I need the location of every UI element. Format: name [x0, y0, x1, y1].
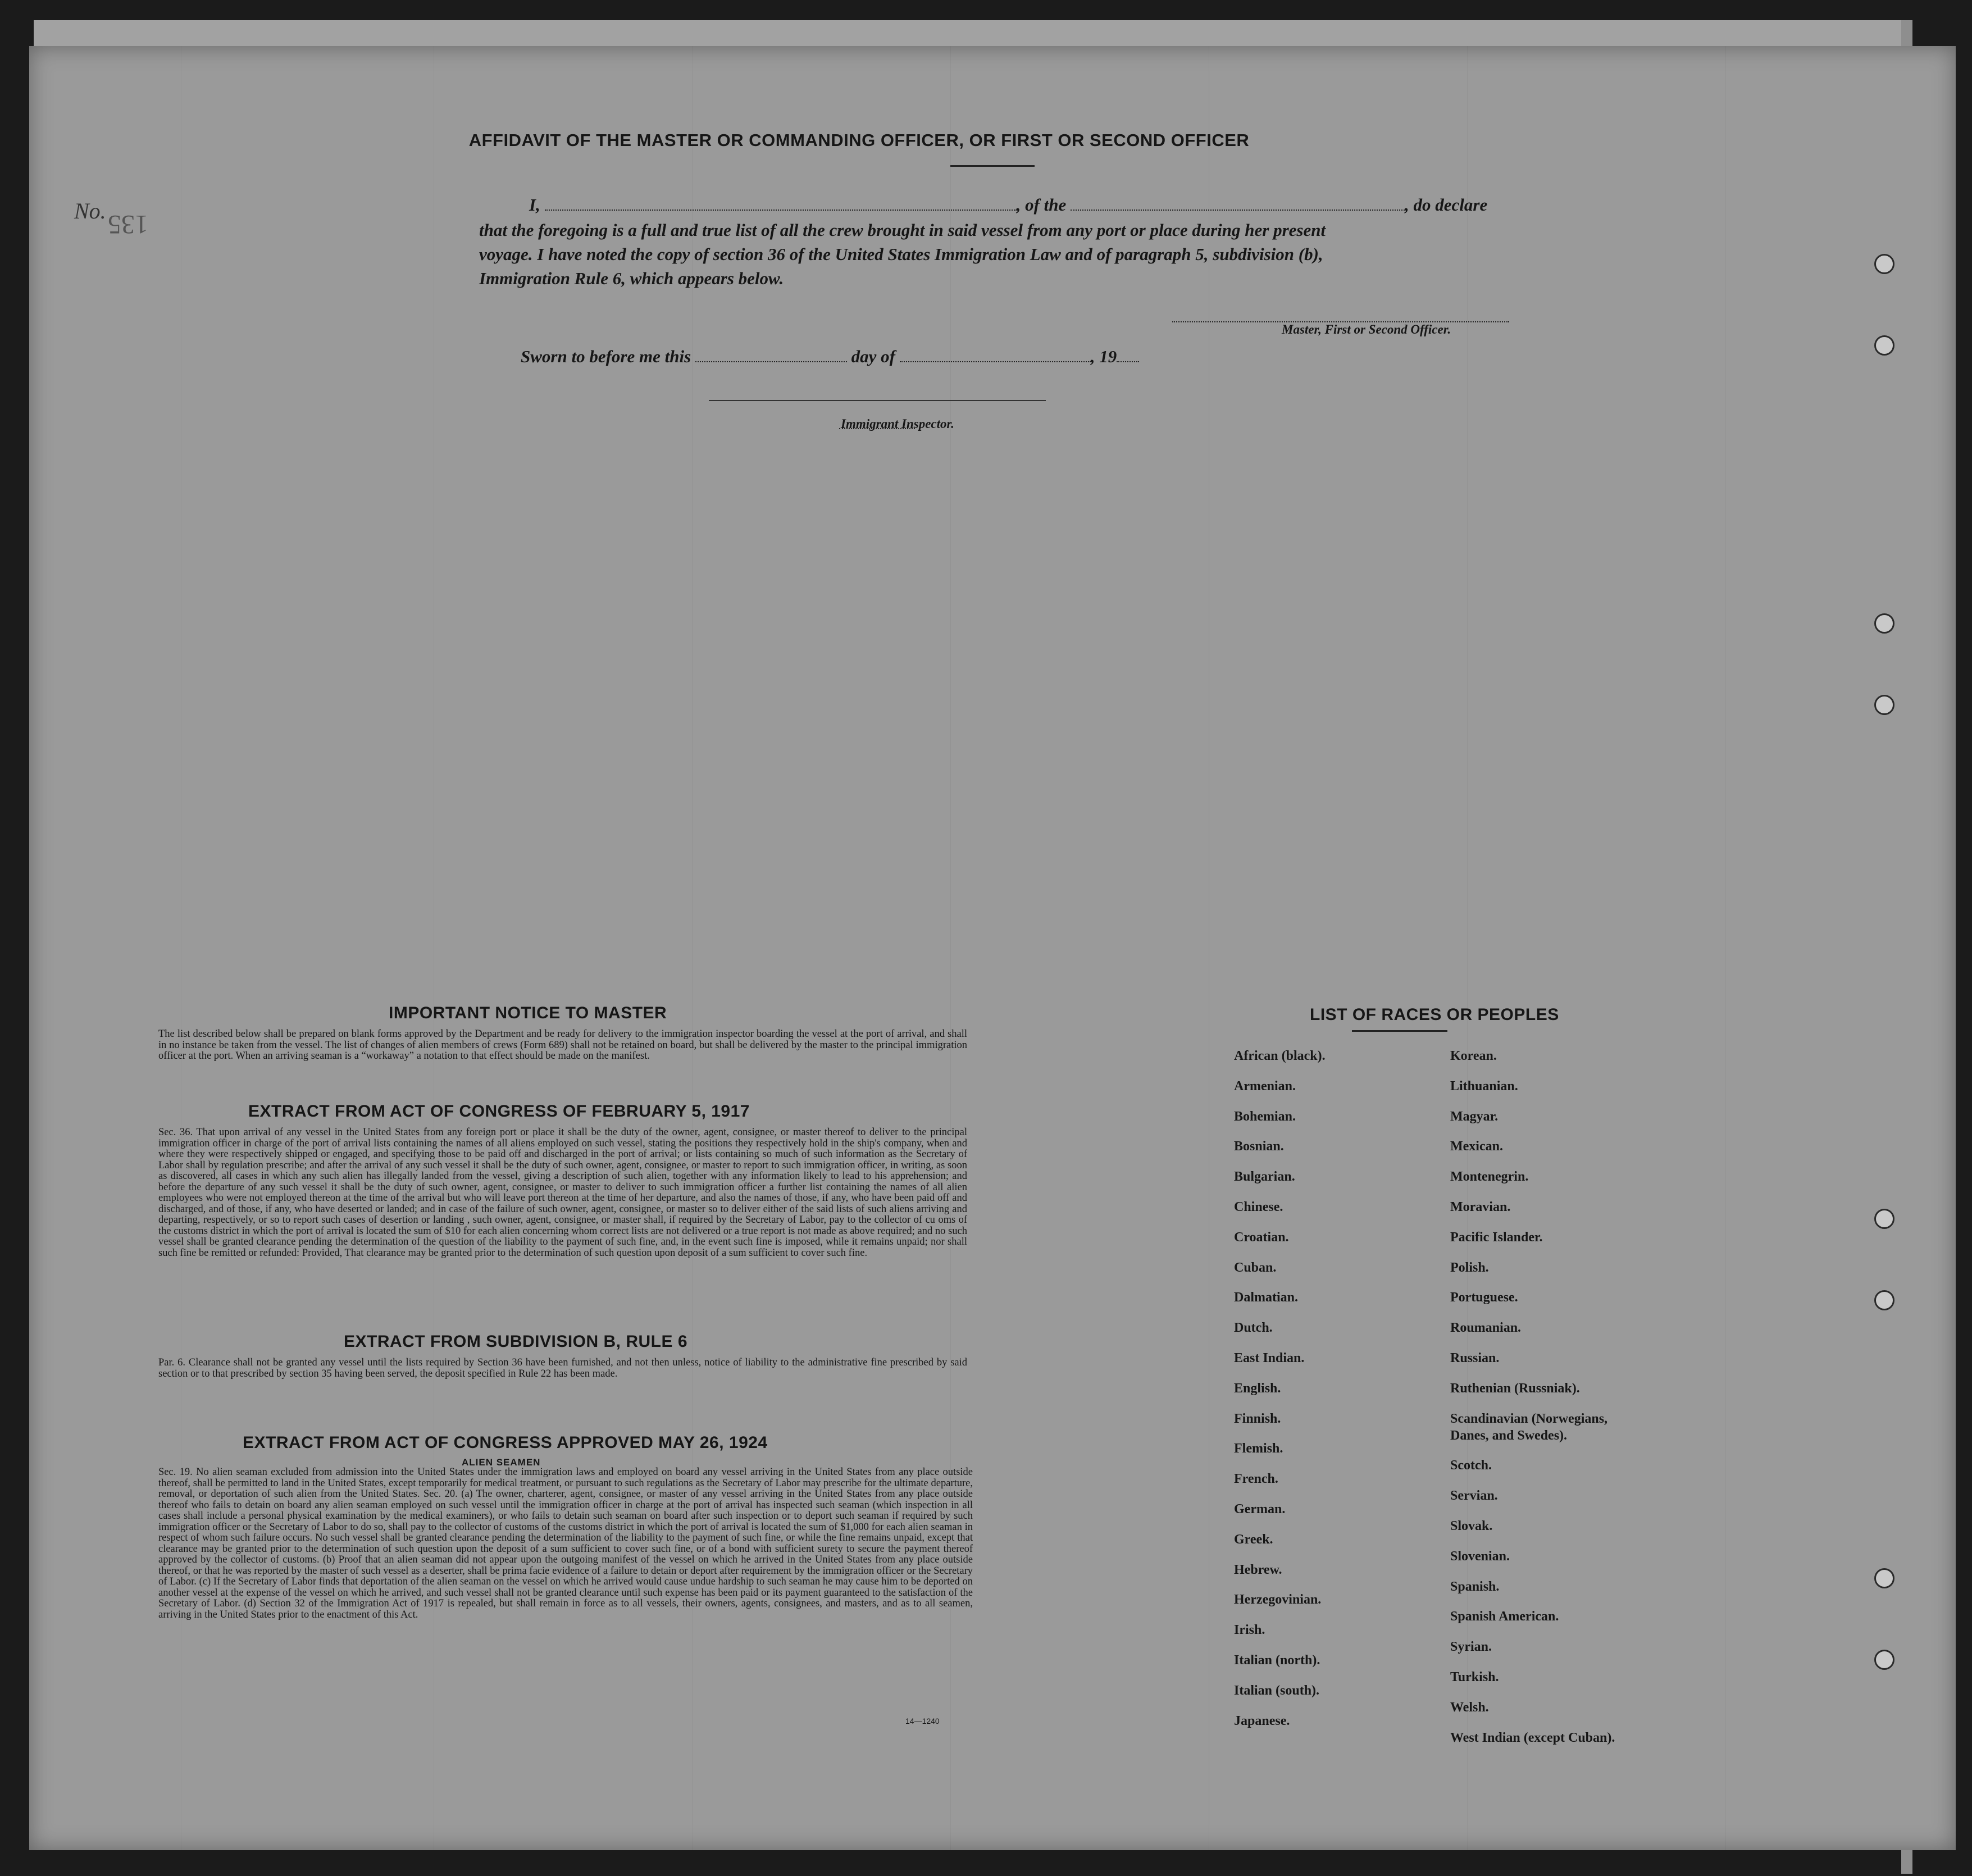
- extract-1917-title: EXTRACT FROM ACT OF CONGRESS OF FEBRUARY 5, 1917: [248, 1102, 750, 1121]
- race-item: Slovak.: [1450, 1519, 1493, 1533]
- punch-hole: [1874, 1568, 1894, 1588]
- declaration-line-4: Immigration Rule 6, which appears below.: [479, 268, 784, 288]
- race-item: German.: [1234, 1502, 1286, 1517]
- punch-hole: [1874, 613, 1894, 634]
- declaration-line-1: [529, 195, 1487, 215]
- race-item: Korean.: [1450, 1049, 1497, 1063]
- sworn-label: Sworn to before me this: [521, 347, 691, 366]
- race-item: Cuban.: [1234, 1260, 1277, 1275]
- race-item: Portuguese.: [1450, 1290, 1518, 1305]
- race-item: Slovenian.: [1450, 1549, 1510, 1564]
- race-item: Hebrew.: [1234, 1562, 1282, 1577]
- race-item: Chinese.: [1234, 1200, 1283, 1214]
- race-item: Italian (north).: [1234, 1653, 1320, 1668]
- race-item: Japanese.: [1234, 1713, 1290, 1728]
- race-item: Dutch.: [1234, 1321, 1273, 1336]
- punch-hole: [1874, 695, 1894, 715]
- race-item: Bosnian.: [1234, 1139, 1284, 1154]
- race-item: Italian (south).: [1234, 1683, 1320, 1698]
- race-item: Roumanian.: [1450, 1321, 1522, 1336]
- inspector-signature-field[interactable]: [709, 400, 1046, 401]
- extract-1917-text: Sec. 36. That upon arrival of any vessel in the United States from any foreign port or place it shall be the duty of the owner, agent, consignee, or master thereof to deliver to the principal immigration officer in charge of the port of arrival lists containing the names of all aliens employed on such vessel, stating the positions they respectively hold in the ship's company, when and where they were respectively shipped or engaged, and specifying those to be paid off and discharged in the port of arrival; or lists containing so much of such information as the Secretary of Labor shall by regulation prescribe; and after the arrival of any such vessel it shall be the duty of such owner, agent, consignee, or master to report to such immigration officer, in writing, as soon as discovered, all cases in which any such alien has illegally landed from the vessel, giving a description of such alien, together with any information likely to lead to his apprehension; and before the departure of any such vessel it shall be the duty of such owner, agent, consignee, or master to deliver to such immigration officer a further list containing the names of all alien employees who were not employed thereon at the time of the arrival but who will leave port thereon at the time of her departure, and also the names of those, if any, who have been paid off and discharged, and of those, if any, who have deserted or landed; and in case of the failure of such owner, agent, consignee, or master so to deliver either of the said lists of such aliens arriving and departing, respectively, or so to report such cases of desertion or landing , such owner, agent, consignee, or master shall, if required by the Secretary of Labor, pay to the collector of cu oms of the customs district in which the port of arrival is located the sum of $10 for each alien concerning whom correct lists are not delivered or a true report is not made as above required; and no such vessel shall be granted clearance pending the determination of the question of the liability to the payment of such fine, and, in the event such fine is imposed, while it remains unpaid; nor shall such fine be remitted or refunded: Provided, That clearance may be granted prior to the determination of such question upon deposit of a sum sufficient to cover such fine.: [158, 1127, 967, 1259]
- year-field[interactable]: [1117, 361, 1139, 362]
- race-item: Pacific Islander.: [1450, 1230, 1543, 1245]
- declare-label: , do declare: [1405, 195, 1488, 215]
- extract-1924-subtitle: ALIEN SEAMEN: [462, 1457, 541, 1468]
- master-signature-label: Master, First or Second Officer.: [1282, 322, 1451, 336]
- race-item: Irish.: [1234, 1623, 1265, 1638]
- declaration-line-3: voyage. I have noted the copy of section 36 of the United States Immigration Law and of paragraph 5, subdivision (b),: [479, 244, 1323, 264]
- race-item: French.: [1234, 1472, 1278, 1487]
- race-item: Polish.: [1450, 1260, 1489, 1275]
- punch-hole: [1874, 254, 1894, 274]
- title-rule: [950, 165, 1035, 167]
- race-item: East Indian.: [1234, 1351, 1305, 1365]
- race-item: Montenegrin.: [1450, 1169, 1529, 1185]
- race-item: Dalmatian.: [1234, 1290, 1298, 1305]
- race-item: Spanish American.: [1450, 1609, 1559, 1624]
- affidavit-title: AFFIDAVIT OF THE MASTER OR COMMANDING OFFICER, OR FIRST OR SECOND OFFICER: [468, 130, 1250, 150]
- race-item: West Indian (except Cuban).: [1450, 1730, 1615, 1745]
- race-item: Greek.: [1234, 1532, 1273, 1547]
- race-item: Lithuanian.: [1450, 1078, 1518, 1094]
- of-the-label: , of the: [1016, 195, 1067, 215]
- document-page: [29, 46, 1956, 1850]
- name-field[interactable]: [545, 209, 1017, 211]
- margin-stamp-number: 135: [108, 210, 148, 239]
- race-item: Bulgarian.: [1234, 1169, 1295, 1185]
- punch-hole: [1874, 1290, 1894, 1310]
- extract-rule6-text: Par. 6. Clearance shall not be granted any vessel until the lists required by Section 36 have been furnished, and not then unless, notice of liability to the administrative fine prescribed by said section or to that prescribed by section 35 having been served, the deposit specified in Rule 22 has been made.: [158, 1357, 967, 1379]
- punch-hole: [1874, 1650, 1894, 1670]
- race-item: Armenian.: [1234, 1078, 1296, 1094]
- day-of-label: day of: [851, 347, 895, 366]
- race-item: English.: [1234, 1381, 1281, 1396]
- race-item: African (black).: [1234, 1049, 1326, 1063]
- race-item: Syrian.: [1450, 1640, 1492, 1655]
- race-item: Ruthenian (Russniak).: [1450, 1381, 1580, 1396]
- race-item: Servian.: [1450, 1488, 1498, 1504]
- race-item: Welsh.: [1450, 1700, 1489, 1715]
- declaration-line-2: that the foregoing is a full and true list of all the crew brought in said vessel from any port or place during her present: [479, 220, 1326, 240]
- race-item: Scandinavian (Norwegians,: [1450, 1411, 1608, 1426]
- margin-handwritten-mark: No.: [74, 198, 106, 224]
- race-item: Magyar.: [1450, 1109, 1499, 1124]
- i-label: I,: [529, 195, 540, 215]
- race-item: Turkish.: [1450, 1670, 1499, 1684]
- race-item: Mexican.: [1450, 1139, 1503, 1154]
- races-title: LIST OF RACES OR PEOPLES: [1310, 1005, 1559, 1024]
- race-item: Moravian.: [1450, 1200, 1511, 1214]
- month-field[interactable]: [900, 361, 1091, 362]
- race-item: Russian.: [1450, 1351, 1500, 1365]
- race-item: Flemish.: [1234, 1441, 1283, 1456]
- extract-1924-title: EXTRACT FROM ACT OF CONGRESS APPROVED MAY 26, 1924: [243, 1433, 768, 1452]
- notice-title: IMPORTANT NOTICE TO MASTER: [389, 1004, 667, 1022]
- inspector-label: Immigrant Inspector.: [841, 417, 954, 431]
- year-label: , 19: [1090, 347, 1117, 366]
- race-item: Danes, and Swedes).: [1450, 1428, 1568, 1443]
- race-item: Croatian.: [1234, 1230, 1289, 1245]
- notice-text: The list described below shall be prepared on blank forms approved by the Department and be ready for delivery to the immigration inspector boarding the vessel at the port of arrival, and shall in no instance be taken from the vessel. The list of changes of alien members of crews (Form 689) shall not be retained on board, but shall be delivered by the master to the principal immigration officer at the port. When an arriving seaman is a “workaway” a notation to that effect should be made on the manifest.: [158, 1028, 967, 1062]
- form-number: 14—1240: [905, 1716, 940, 1725]
- punch-hole: [1874, 335, 1894, 356]
- races-rule: [1352, 1030, 1447, 1032]
- race-item: Herzegovinian.: [1234, 1592, 1322, 1608]
- extract-rule6-title: EXTRACT FROM SUBDIVISION B, RULE 6: [344, 1332, 688, 1351]
- sworn-line: [521, 347, 1139, 367]
- race-item: Scotch.: [1450, 1458, 1492, 1473]
- day-field[interactable]: [695, 361, 847, 362]
- punch-hole: [1874, 1209, 1894, 1229]
- race-item: Spanish.: [1450, 1579, 1500, 1594]
- race-item: Finnish.: [1234, 1411, 1281, 1426]
- vessel-field[interactable]: [1071, 209, 1405, 211]
- race-item: Bohemian.: [1234, 1109, 1296, 1124]
- extract-1924-text: Sec. 19. No alien seaman excluded from admission into the United States under the immigration laws and employed on board any vessel arriving in the United States from any place outside thereof, shall be permitted to land in the United States, except temporarily for medical treatment, or pursuant to such regulations as the Secretary of Labor may prescribe for the ultimate departure, removal, or deportation of such alien from the United States. Sec. 20. (a) The owner, charterer, agent, consignee, or master of any vessel arriving in the United States from any place outside thereof who fails to detain on board any alien seaman employed on such vessel until the immigration officer in charge at the port of arrival has inspected such seaman (which inspection in all cases shall include a personal physical examination by the medical examiners), or who fails to detain such seaman on board after such inspection or to deport such seaman if required by such immigration officer or the Secretary of Labor to do so, shall pay to the collector of customs of the customs district in which the port of arrival is located the sum of $1,000 for each alien seaman in respect of whom such failure occurs. No such vessel shall be granted clearance pending the determination of the liability to the payment of such fine, or while the fine remains unpaid, except that clearance may be granted prior to the determination of such question upon the deposit of a sum sufficient to cover such fine, or of a bond with sufficient surety to secure the payment thereof approved by the collector of customs. (b) Proof that an alien seaman did not appear upon the outgoing manifest of the vessel on which he arrived in the United States from any place outside thereof, or that he was reported by the master of such vessel as a deserter, shall be prima facie evidence of a failure to detain or deport after requirement by the immigration officer or the Secretary of Labor. (c) If the Secretary of Labor finds that deportation of the alien seaman on the vessel on which he arrived would cause undue hardship to such seaman he may cause him to be deported on another vessel at the expense of the vessel on which he arrived, and such vessel shall not be granted clearance until such expense has been paid or its payment guaranteed to the satisfaction of the Secretary of Labor. (d) Section 32 of the Immigration Act of 1917 is repealed, but shall remain in force as to all vessels, their owners, agents, consignees, and masters, and as to all seamen, arriving in the United States prior to the enactment of this Act.: [158, 1467, 973, 1620]
